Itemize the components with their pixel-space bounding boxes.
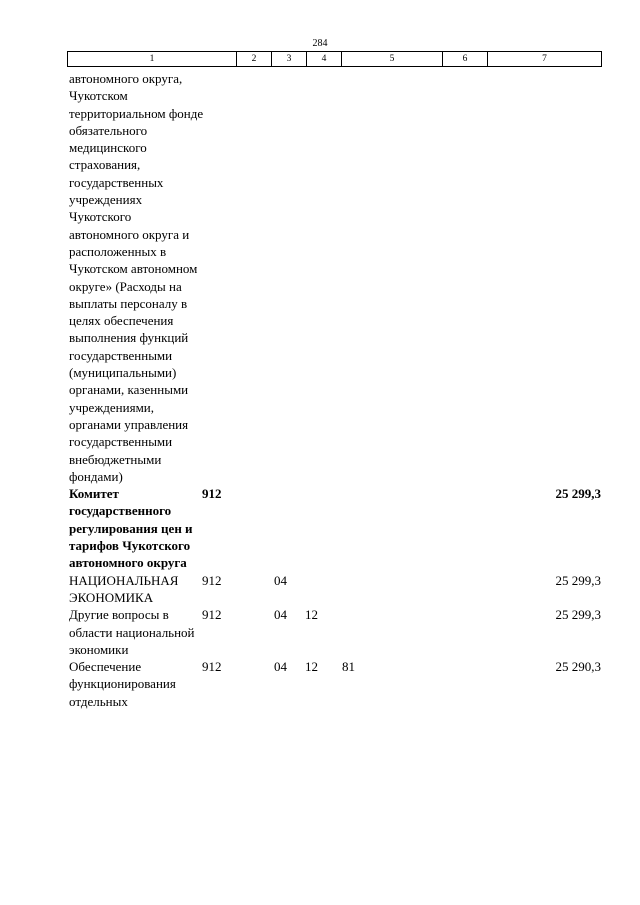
- header-col-2: 2: [237, 52, 272, 67]
- row-name: Комитет государственного регулирования цен и тарифов Чукотского автономного округа: [69, 486, 193, 571]
- row-section-code: 04: [274, 607, 287, 623]
- row-name: НАЦИОНАЛЬНАЯ ЭКОНОМИКА: [69, 572, 179, 605]
- row-name: Обеспечение функционирования отдельных: [69, 659, 176, 709]
- row-target-code: 81: [342, 659, 355, 675]
- row-section-code: 04: [274, 659, 287, 675]
- header-col-3: 3: [272, 52, 307, 67]
- row-ministry-code: 912: [202, 486, 222, 502]
- row-name: автономного округа, Чукотском территориальном фонде обязательного медицинского страхования, государственных учреждениях Чукотского автономного округа и расположенных в Чукотском автономном округе» (Расходы на выплаты персоналу в целях обеспечения выполнения функций государственными (муниципальными) органами, казенными учреждениями, органами управления государственными внебюджетными фондами): [69, 71, 204, 484]
- table-row: [67, 658, 603, 710]
- page-number: 284: [312, 38, 328, 49]
- table-body: [67, 70, 603, 710]
- table-row: [67, 572, 603, 607]
- row-amount: 25 299,3: [555, 486, 601, 502]
- row-amount: 25 299,3: [555, 607, 601, 623]
- row-ministry-code: 912: [202, 572, 222, 588]
- row-name: Другие вопросы в области национальной экономики: [69, 607, 195, 657]
- table-row: [67, 606, 603, 658]
- row-section-code: 04: [274, 572, 287, 588]
- table-row: [67, 70, 603, 485]
- row-amount: 25 290,3: [555, 659, 601, 675]
- row-ministry-code: 912: [202, 659, 222, 675]
- row-subsection-code: 12: [305, 607, 318, 623]
- header-col-6: 6: [443, 52, 488, 67]
- row-amount: 25 299,3: [555, 572, 601, 588]
- header-col-4: 4: [307, 52, 342, 67]
- row-subsection-code: 12: [305, 659, 318, 675]
- table-row: [67, 485, 603, 571]
- header-col-5: 5: [342, 52, 443, 67]
- header-col-7: 7: [488, 52, 602, 67]
- header-col-1: 1: [68, 52, 237, 67]
- table-header: [67, 51, 602, 67]
- row-ministry-code: 912: [202, 607, 222, 623]
